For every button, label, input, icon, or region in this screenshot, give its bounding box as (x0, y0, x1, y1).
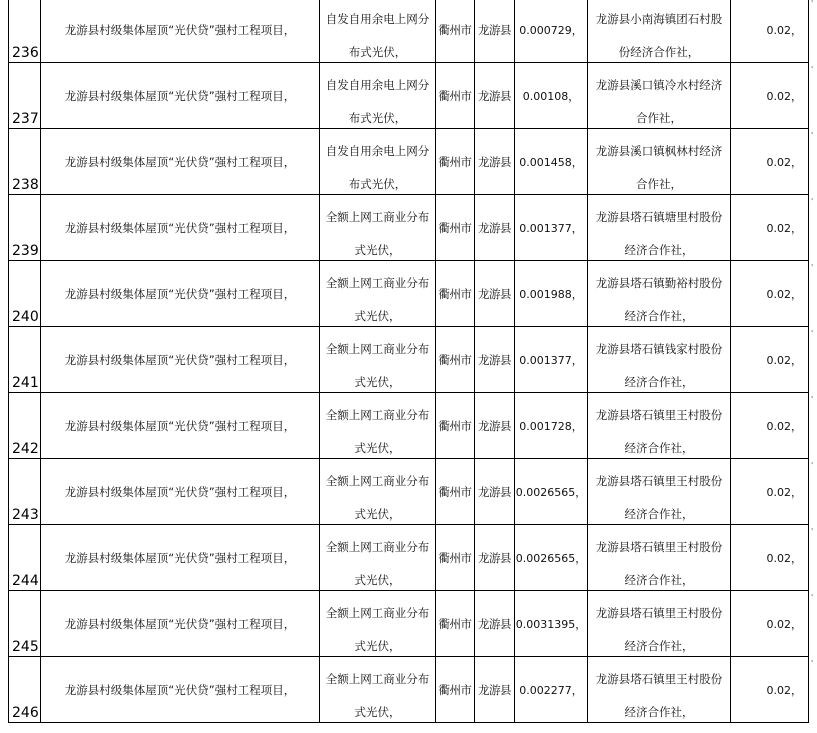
cell-capacity (515, 0, 588, 63)
project-name: 龙游县村级集体屋顶“光伏贷”强村工程项目， (64, 616, 296, 631)
capacity: 0.002277， (519, 683, 583, 697)
city: 衢州市 (438, 22, 472, 37)
owner-line2: 经济合作社， (624, 309, 694, 323)
owner-line2: 经济合作社， (624, 507, 694, 521)
project-type-line1: 自发自用余电上网分 (325, 144, 430, 158)
cell-city (436, 0, 475, 63)
row-number: 239 (12, 243, 39, 259)
owner-line2: 经济合作社， (624, 243, 694, 257)
cell-city (436, 591, 475, 657)
cell-capacity (515, 195, 588, 261)
city: 衢州市 (438, 154, 472, 169)
cell-county (475, 393, 515, 459)
capacity: 0.000729， (519, 23, 583, 37)
row-number: 244 (12, 573, 39, 589)
city: 衢州市 (438, 88, 472, 103)
cell-project-name (41, 459, 320, 525)
owner-line2: 经济合作社， (624, 705, 694, 719)
cell-number (8, 393, 41, 459)
cell-number (8, 459, 41, 525)
project-type-line2: 式光伏， (354, 243, 401, 257)
cell-project-name (41, 261, 320, 327)
owner-line1: 龙游县塔石镇里王村股份 (595, 672, 723, 686)
county: 龙游县 (478, 352, 511, 367)
edge-mark: ' (811, 263, 814, 272)
row-number: 241 (12, 375, 39, 391)
cell-project-type (320, 657, 436, 723)
county: 龙游县 (478, 286, 511, 301)
edge-mark: ' (811, 65, 814, 74)
capacity: 0.001988， (519, 287, 583, 301)
project-name: 龙游县村级集体屋顶“光伏贷”强村工程项目， (64, 352, 296, 367)
capacity: 0.001377， (519, 353, 583, 367)
project-type-line2: 式光伏， (354, 639, 401, 653)
cell-county (475, 261, 515, 327)
project-type-line2: 式光伏， (354, 573, 401, 587)
owner-line2: 合作社， (636, 177, 682, 191)
cell-city (436, 393, 475, 459)
capacity: 0.001458， (519, 155, 583, 169)
cell-project-name (41, 0, 320, 63)
county: 龙游县 (478, 154, 511, 169)
cell-owner (588, 591, 731, 657)
cell-project-name (41, 129, 320, 195)
county: 龙游县 (478, 484, 511, 499)
cell-owner (588, 195, 731, 261)
project-type-line1: 全额上网工商业分布 (325, 606, 430, 620)
cell-price (731, 129, 809, 195)
project-name: 龙游县村级集体屋顶“光伏贷”强村工程项目， (64, 484, 296, 499)
project-type-line1: 全额上网工商业分布 (325, 342, 430, 356)
cell-price (731, 657, 809, 723)
project-type-line1: 全额上网工商业分布 (325, 474, 430, 488)
city: 衢州市 (438, 484, 472, 499)
cell-project-name (41, 327, 320, 393)
cell-project-type (320, 0, 436, 63)
cell-county (475, 129, 515, 195)
project-name: 龙游县村级集体屋顶“光伏贷”强村工程项目， (64, 22, 296, 37)
project-type-line2: 式光伏， (354, 375, 401, 389)
cell-number (8, 129, 41, 195)
edge-mark: ' (811, 461, 814, 470)
cell-capacity (515, 327, 588, 393)
cell-owner (588, 327, 731, 393)
edge-mark: ' (811, 527, 814, 536)
owner-line2: 经济合作社， (624, 573, 694, 587)
table-row (0, 393, 817, 459)
cell-capacity (515, 129, 588, 195)
owner-line2: 经济合作社， (624, 639, 694, 653)
cell-number (8, 525, 41, 591)
owner-line1: 龙游县塔石镇里王村股份 (595, 606, 723, 620)
cell-county (475, 195, 515, 261)
cell-owner (588, 525, 731, 591)
owner-line1: 龙游县塔石镇里王村股份 (595, 474, 723, 488)
capacity: 0.0026565， (515, 551, 587, 565)
county: 龙游县 (478, 616, 511, 631)
cell-price (731, 591, 809, 657)
project-type-line2: 布式光伏， (348, 177, 407, 191)
project-type-line1: 全额上网工商业分布 (325, 210, 430, 224)
edge-mark: ' (811, 329, 814, 338)
city: 衢州市 (438, 616, 472, 631)
row-number: 237 (12, 111, 39, 127)
edge-mark: ' (811, 593, 814, 602)
cell-city (436, 525, 475, 591)
price: 0.02， (766, 617, 802, 631)
cell-project-name (41, 63, 320, 129)
table-row (0, 657, 817, 723)
cell-price (731, 0, 809, 63)
table-row (0, 525, 817, 591)
table-row (0, 459, 817, 525)
county: 龙游县 (478, 550, 511, 565)
cell-price (731, 525, 809, 591)
table-row (0, 129, 817, 195)
row-number: 240 (12, 309, 39, 325)
project-name: 龙游县村级集体屋顶“光伏贷”强村工程项目， (64, 286, 296, 301)
owner-line1: 龙游县小南海镇团石村股 (595, 12, 723, 26)
price: 0.02， (766, 353, 802, 367)
cell-county (475, 591, 515, 657)
owner-line1: 龙游县溪口镇冷水村经济 (595, 78, 723, 92)
table-row (0, 0, 817, 63)
cell-project-type (320, 393, 436, 459)
cell-city (436, 129, 475, 195)
city: 衢州市 (438, 418, 472, 433)
price: 0.02， (766, 23, 802, 37)
cell-number (8, 63, 41, 129)
row-number: 245 (12, 639, 39, 655)
table-row (0, 261, 817, 327)
table-row (0, 195, 817, 261)
cell-price (731, 195, 809, 261)
edge-mark: ' (811, 395, 814, 404)
cell-owner (588, 129, 731, 195)
price: 0.02， (766, 155, 802, 169)
table-row (0, 327, 817, 393)
cell-number (8, 327, 41, 393)
owner-line2: 份经济合作社， (618, 45, 700, 59)
row-number: 236 (12, 45, 39, 61)
project-type-line1: 全额上网工商业分布 (325, 540, 430, 554)
owner-line1: 龙游县塔石镇里王村股份 (595, 408, 723, 422)
capacity: 0.0031395， (515, 617, 587, 631)
cell-project-type (320, 525, 436, 591)
cell-owner (588, 261, 731, 327)
cell-project-type (320, 63, 436, 129)
edge-mark: ' (811, 197, 814, 206)
project-type-line2: 布式光伏， (348, 45, 407, 59)
cell-capacity (515, 63, 588, 129)
cell-city (436, 261, 475, 327)
cell-price (731, 327, 809, 393)
edge-mark: ' (811, 659, 814, 668)
price: 0.02， (766, 551, 802, 565)
cell-county (475, 525, 515, 591)
cell-project-name (41, 591, 320, 657)
project-name: 龙游县村级集体屋顶“光伏贷”强村工程项目， (64, 88, 296, 103)
row-number: 238 (12, 177, 39, 193)
owner-line1: 龙游县塔石镇塘里村股份 (595, 210, 723, 224)
project-type-line2: 式光伏， (354, 705, 401, 719)
cell-project-name (41, 525, 320, 591)
owner-line1: 龙游县塔石镇勤裕村股份 (595, 276, 723, 290)
cell-project-type (320, 195, 436, 261)
project-name: 龙游县村级集体屋顶“光伏贷”强村工程项目， (64, 682, 296, 697)
table-row (0, 63, 817, 129)
project-type-line1: 全额上网工商业分布 (325, 408, 430, 422)
table-row (0, 591, 817, 657)
row-number: 242 (12, 441, 39, 457)
row-number: 246 (12, 705, 39, 721)
cell-price (731, 393, 809, 459)
cell-project-type (320, 459, 436, 525)
county: 龙游县 (478, 682, 511, 697)
project-name: 龙游县村级集体屋顶“光伏贷”强村工程项目， (64, 220, 296, 235)
cell-city (436, 195, 475, 261)
cell-county (475, 0, 515, 63)
cell-capacity (515, 591, 588, 657)
capacity: 0.00108， (522, 89, 580, 103)
cell-project-type (320, 261, 436, 327)
cell-number (8, 591, 41, 657)
county: 龙游县 (478, 88, 511, 103)
cell-number (8, 0, 41, 63)
cell-number (8, 657, 41, 723)
cell-number (8, 195, 41, 261)
cell-price (731, 63, 809, 129)
project-type-line2: 式光伏， (354, 507, 401, 521)
project-name: 龙游县村级集体屋顶“光伏贷”强村工程项目， (64, 418, 296, 433)
price: 0.02， (766, 419, 802, 433)
owner-line2: 合作社， (636, 111, 682, 125)
project-type-line2: 式光伏， (354, 309, 401, 323)
cell-project-name (41, 657, 320, 723)
city: 衢州市 (438, 220, 472, 235)
cell-capacity (515, 459, 588, 525)
capacity: 0.0026565， (515, 485, 587, 499)
edge-mark: ' (811, 131, 814, 140)
cell-county (475, 459, 515, 525)
cell-capacity (515, 525, 588, 591)
cell-capacity (515, 393, 588, 459)
row-number: 243 (12, 507, 39, 523)
cell-project-name (41, 195, 320, 261)
price: 0.02， (766, 221, 802, 235)
cell-county (475, 63, 515, 129)
cell-county (475, 327, 515, 393)
cell-owner (588, 0, 731, 63)
project-type-line1: 全额上网工商业分布 (325, 276, 430, 290)
cell-owner (588, 63, 731, 129)
cell-capacity (515, 261, 588, 327)
cell-county (475, 657, 515, 723)
cell-project-type (320, 327, 436, 393)
project-type-line2: 式光伏， (354, 441, 401, 455)
capacity: 0.001728， (519, 419, 583, 433)
cell-city (436, 63, 475, 129)
cell-project-type (320, 129, 436, 195)
owner-line1: 龙游县塔石镇里王村股份 (595, 540, 723, 554)
cell-price (731, 261, 809, 327)
price: 0.02， (766, 287, 802, 301)
county: 龙游县 (478, 22, 511, 37)
city: 衢州市 (438, 286, 472, 301)
project-name: 龙游县村级集体屋顶“光伏贷”强村工程项目， (64, 154, 296, 169)
cell-capacity (515, 657, 588, 723)
cell-owner (588, 657, 731, 723)
cell-owner (588, 393, 731, 459)
capacity: 0.001377， (519, 221, 583, 235)
owner-line2: 经济合作社， (624, 441, 694, 455)
cell-price (731, 459, 809, 525)
price: 0.02， (766, 89, 802, 103)
county: 龙游县 (478, 220, 511, 235)
cell-owner (588, 459, 731, 525)
county: 龙游县 (478, 418, 511, 433)
project-type-line2: 布式光伏， (348, 111, 407, 125)
cell-project-type (320, 591, 436, 657)
owner-line1: 龙游县溪口镇枫林村经济 (595, 144, 723, 158)
price: 0.02， (766, 683, 802, 697)
city: 衢州市 (438, 682, 472, 697)
project-type-line1: 自发自用余电上网分 (325, 12, 430, 26)
cell-city (436, 657, 475, 723)
cell-city (436, 327, 475, 393)
owner-line2: 经济合作社， (624, 375, 694, 389)
cell-number (8, 261, 41, 327)
edge-mark: ' (811, 0, 814, 8)
city: 衢州市 (438, 352, 472, 367)
project-type-line1: 全额上网工商业分布 (325, 672, 430, 686)
cell-city (436, 459, 475, 525)
cell-project-name (41, 393, 320, 459)
price: 0.02， (766, 485, 802, 499)
city: 衢州市 (438, 550, 472, 565)
project-type-line1: 自发自用余电上网分 (325, 78, 430, 92)
project-name: 龙游县村级集体屋顶“光伏贷”强村工程项目， (64, 550, 296, 565)
owner-line1: 龙游县塔石镇钱家村股份 (595, 342, 723, 356)
